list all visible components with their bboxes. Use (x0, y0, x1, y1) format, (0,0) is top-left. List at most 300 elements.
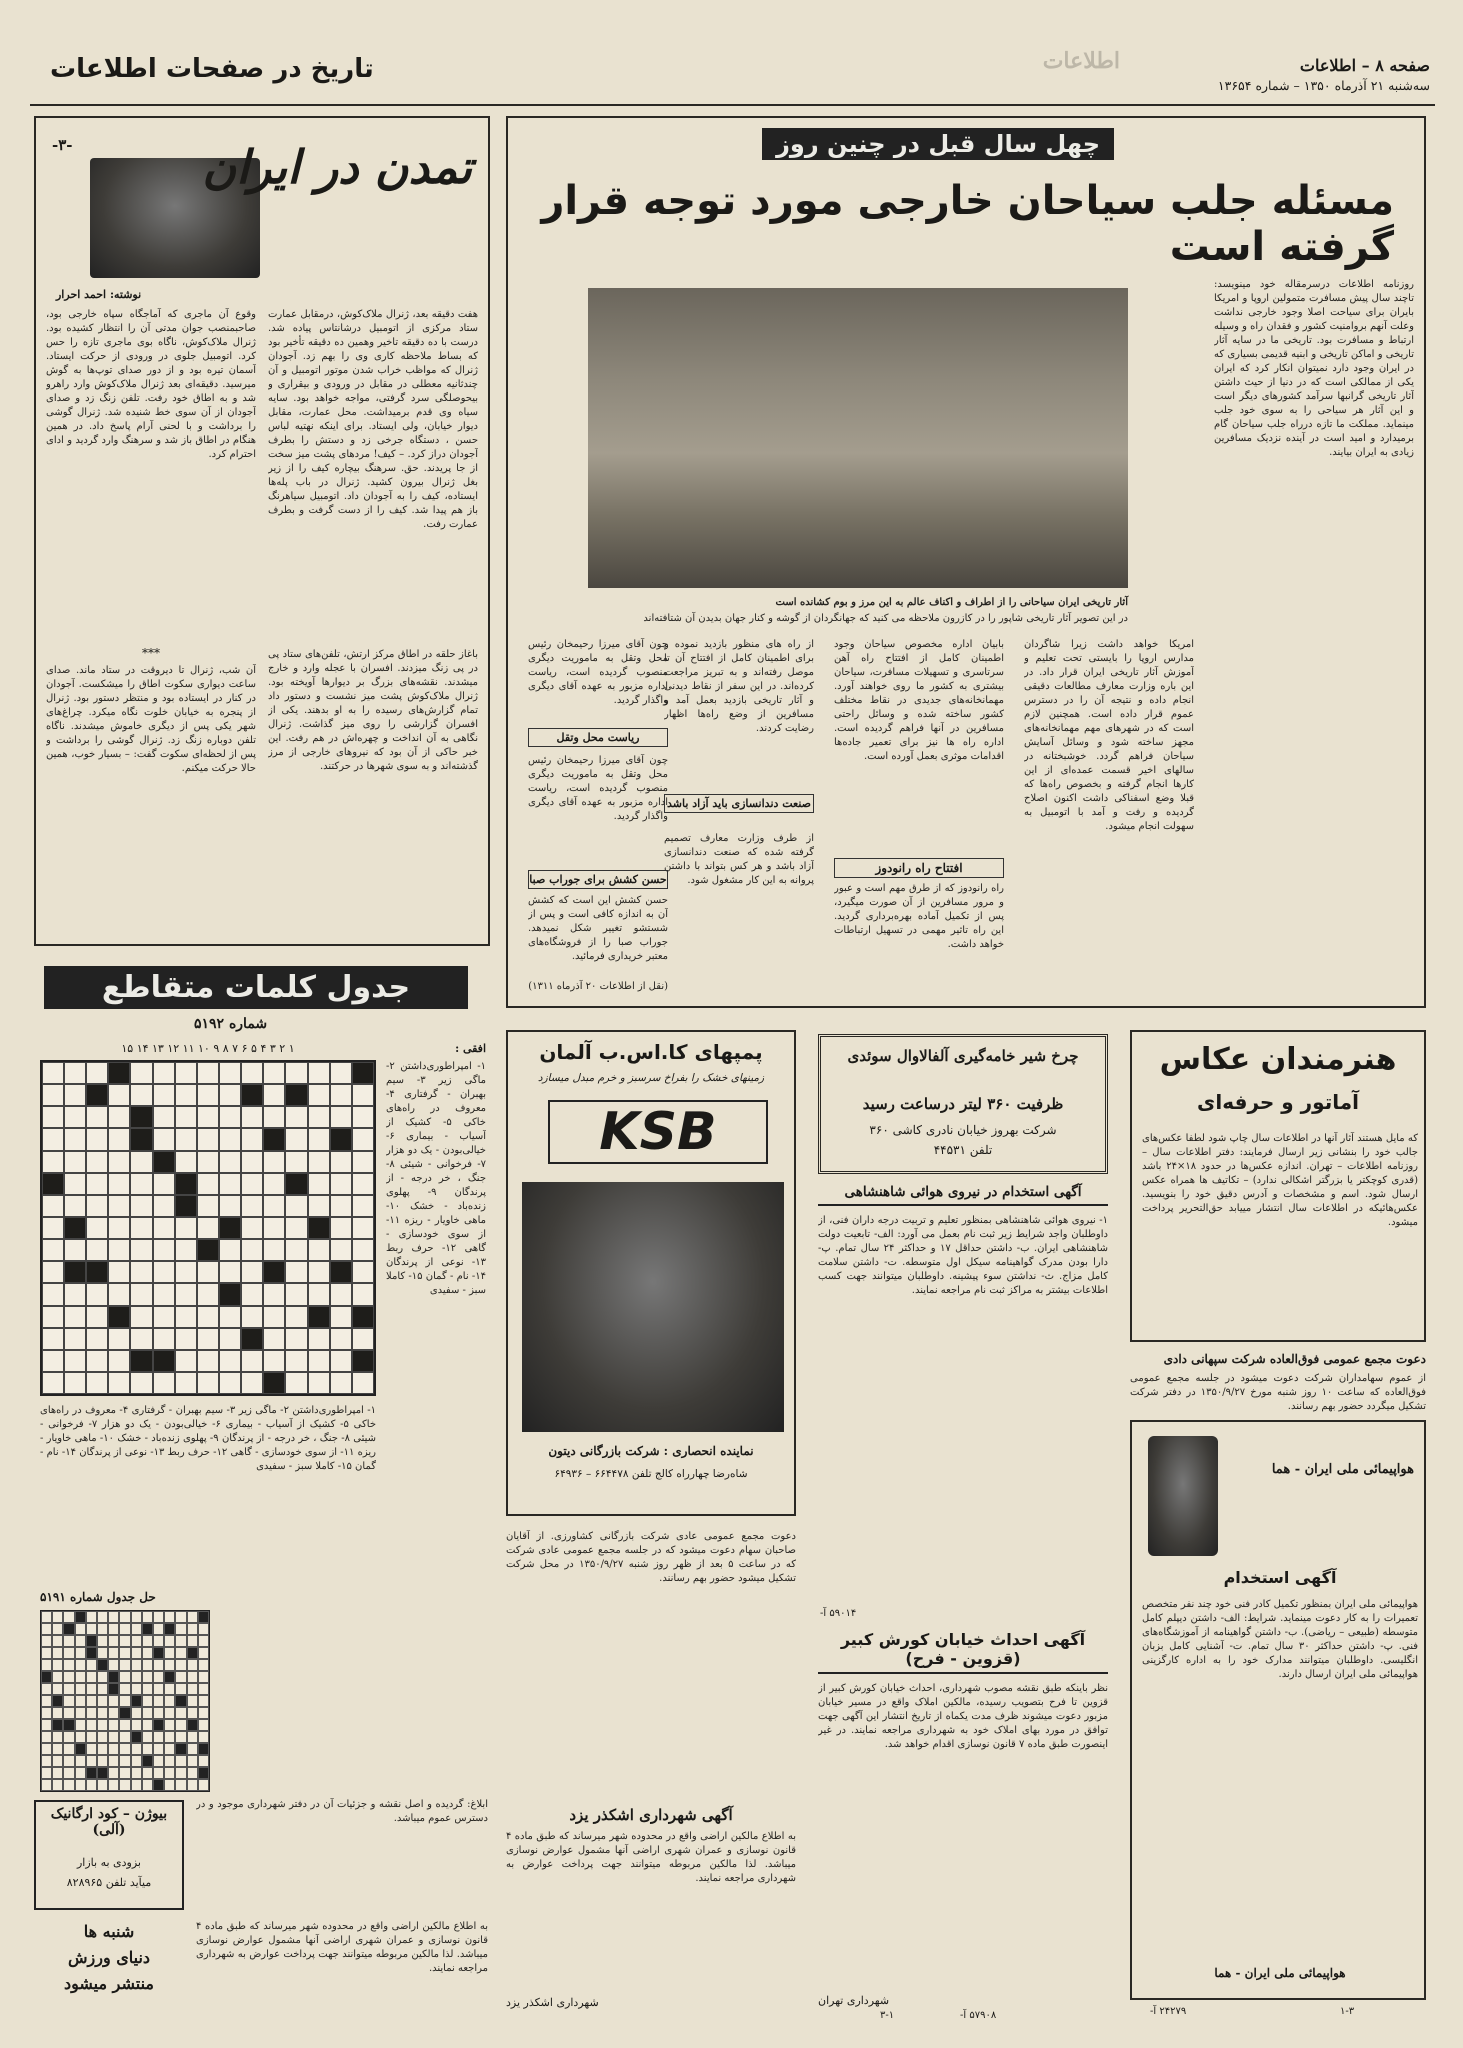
crossword-cell[interactable] (308, 1151, 330, 1173)
crossword-cell[interactable] (64, 1173, 86, 1195)
crossword-cell[interactable] (219, 1350, 241, 1372)
crossword-cell (41, 1755, 52, 1767)
crossword-cell[interactable] (42, 1151, 64, 1173)
crossword-cell[interactable] (352, 1062, 374, 1084)
crossword-cell[interactable] (175, 1217, 197, 1239)
crossword-cell[interactable] (175, 1128, 197, 1150)
crossword-cell[interactable] (330, 1195, 352, 1217)
crossword-cell (52, 1647, 63, 1659)
crossword-cell[interactable] (330, 1151, 352, 1173)
feature-left-col: از راه های منظور بازدید نموده و برای اطمینان کامل از افتتاح آن تا موصل رفته‌اند و به تبریز مراجعت کرده‌اند. در این سفر از نقاط دیدنی و آثار تاریخی بازدید بعمل آمد و مسافرین از وضع راه‌ها اظهار رضایت کردند. (664, 639, 814, 734)
crossword-cell[interactable] (153, 1372, 175, 1394)
crossword-cell[interactable] (64, 1372, 86, 1394)
crossword-cell[interactable] (197, 1217, 219, 1239)
crossword-cell (108, 1743, 119, 1755)
crossword-cell[interactable] (130, 1151, 152, 1173)
crossword-cell[interactable] (108, 1350, 130, 1372)
crossword-cell[interactable] (153, 1062, 175, 1084)
crossword-cell[interactable] (352, 1195, 374, 1217)
crossword-cell[interactable] (86, 1106, 108, 1128)
crossword-cell[interactable] (153, 1151, 175, 1173)
crossword-cell (142, 1755, 153, 1767)
crossword-cell[interactable] (285, 1195, 307, 1217)
crossword-cell[interactable] (285, 1128, 307, 1150)
crossword-cell[interactable] (263, 1372, 285, 1394)
crossword-cell (75, 1755, 86, 1767)
crossword-cell[interactable] (285, 1328, 307, 1350)
fertilizer-ad (34, 1800, 184, 1910)
crossword-cell[interactable] (263, 1084, 285, 1106)
crossword-cell[interactable] (352, 1128, 374, 1150)
crossword-cell[interactable] (263, 1306, 285, 1328)
crossword-cell[interactable] (64, 1195, 86, 1217)
crossword-cell[interactable] (86, 1350, 108, 1372)
crossword-cell[interactable] (330, 1261, 352, 1283)
section-title: تاریخ در صفحات اطلاعات (50, 54, 374, 84)
crossword-cell[interactable] (308, 1239, 330, 1261)
crossword-cell[interactable] (263, 1173, 285, 1195)
crossword-cell[interactable] (153, 1328, 175, 1350)
crossword-cell[interactable] (86, 1239, 108, 1261)
faded-stamp: اطلاعات (1042, 48, 1120, 74)
crossword-cell[interactable] (219, 1217, 241, 1239)
crossword-cell[interactable] (263, 1283, 285, 1305)
crossword-cell (198, 1635, 209, 1647)
crossword-cell[interactable] (308, 1372, 330, 1394)
crossword-cell[interactable] (285, 1239, 307, 1261)
crossword-cell[interactable] (352, 1372, 374, 1394)
crossword-cell[interactable] (219, 1372, 241, 1394)
crossword-cell[interactable] (153, 1128, 175, 1150)
crossword-cell[interactable] (42, 1372, 64, 1394)
crossword-cell[interactable] (108, 1151, 130, 1173)
crossword-cell (108, 1611, 119, 1623)
crossword-cell (75, 1719, 86, 1731)
crossword-cell[interactable] (285, 1261, 307, 1283)
crossword-cell[interactable] (64, 1239, 86, 1261)
crossword-cell (131, 1731, 142, 1743)
crossword-cell[interactable] (330, 1350, 352, 1372)
crossword-cell[interactable] (308, 1195, 330, 1217)
crossword-cell[interactable] (197, 1239, 219, 1261)
crossword-cell[interactable] (64, 1261, 86, 1283)
crossword-cell[interactable] (108, 1195, 130, 1217)
crossword-cell[interactable] (308, 1283, 330, 1305)
serial-author: نوشته: احمد احرار (56, 288, 142, 301)
crossword-cell[interactable] (42, 1106, 64, 1128)
crossword-cell (97, 1707, 108, 1719)
crossword-cell[interactable] (175, 1239, 197, 1261)
crossword-cell[interactable] (241, 1173, 263, 1195)
crossword-cell[interactable] (130, 1173, 152, 1195)
crossword-cell[interactable] (308, 1350, 330, 1372)
crossword-cell[interactable] (285, 1084, 307, 1106)
crossword-cell[interactable] (352, 1173, 374, 1195)
crossword-cell[interactable] (241, 1128, 263, 1150)
crossword-cell (75, 1731, 86, 1743)
crossword-cell[interactable] (86, 1328, 108, 1350)
crossword-cell[interactable] (263, 1261, 285, 1283)
crossword-cell[interactable] (197, 1328, 219, 1350)
crossword-cell (108, 1635, 119, 1647)
crossword-cell[interactable] (153, 1217, 175, 1239)
ad-code-6: ۱-۳ (1340, 2006, 1355, 2017)
crossword-grid[interactable] (40, 1060, 376, 1396)
crossword-cell[interactable] (308, 1217, 330, 1239)
crossword-cell (41, 1683, 52, 1695)
crossword-cell[interactable] (219, 1328, 241, 1350)
crossword-cell (131, 1623, 142, 1635)
separator-ad (818, 1034, 1108, 1174)
crossword-cell[interactable] (108, 1084, 130, 1106)
crossword-cell[interactable] (197, 1350, 219, 1372)
crossword-cell[interactable] (263, 1350, 285, 1372)
crossword-cell[interactable] (219, 1062, 241, 1084)
crossword-cell[interactable] (130, 1062, 152, 1084)
crossword-cell[interactable] (42, 1328, 64, 1350)
crossword-cell[interactable] (108, 1328, 130, 1350)
crossword-cell (175, 1647, 186, 1659)
crossword-cell[interactable] (285, 1062, 307, 1084)
crossword-cell[interactable] (263, 1239, 285, 1261)
crossword-cell[interactable] (352, 1151, 374, 1173)
crossword-cell[interactable] (86, 1084, 108, 1106)
crossword-cell[interactable] (130, 1217, 152, 1239)
crossword-cell[interactable] (64, 1306, 86, 1328)
crossword-cell[interactable] (42, 1283, 64, 1305)
crossword-cell[interactable] (352, 1106, 374, 1128)
crossword-cell[interactable] (285, 1173, 307, 1195)
crossword-cell[interactable] (175, 1062, 197, 1084)
crossword-cell[interactable] (197, 1062, 219, 1084)
crossword-cell[interactable] (263, 1195, 285, 1217)
crossword-cell[interactable] (197, 1195, 219, 1217)
crossword-cell[interactable] (153, 1350, 175, 1372)
crossword-cell[interactable] (64, 1151, 86, 1173)
crossword-cell (187, 1755, 198, 1767)
crossword-cell[interactable] (241, 1151, 263, 1173)
crossword-cell (63, 1707, 74, 1719)
crossword-cell[interactable] (330, 1283, 352, 1305)
airforce-title: آگهی استخدام در نیروی هوائی شاهنشاهی (818, 1184, 1108, 1206)
crossword-cell[interactable] (308, 1106, 330, 1128)
crossword-cell[interactable] (241, 1261, 263, 1283)
crossword-cell[interactable] (108, 1283, 130, 1305)
crossword-cell[interactable] (263, 1151, 285, 1173)
crossword-cell[interactable] (175, 1350, 197, 1372)
crossword-cell[interactable] (153, 1084, 175, 1106)
crossword-cell (164, 1731, 175, 1743)
crossword-cell (52, 1695, 63, 1707)
crossword-cell[interactable] (241, 1239, 263, 1261)
crossword-cell[interactable] (308, 1173, 330, 1195)
crossword-cell[interactable] (64, 1084, 86, 1106)
crossword-cell[interactable] (42, 1239, 64, 1261)
crossword-cell[interactable] (263, 1217, 285, 1239)
crossword-cell[interactable] (263, 1062, 285, 1084)
crossword-cell[interactable] (153, 1306, 175, 1328)
crossword-cell[interactable] (108, 1261, 130, 1283)
crossword-cell[interactable] (241, 1084, 263, 1106)
crossword-cell (97, 1779, 108, 1791)
sports-line-1: شنبه ها (83, 1922, 135, 1941)
crossword-cell[interactable] (330, 1372, 352, 1394)
crossword-cell (142, 1743, 153, 1755)
crossword-cell[interactable] (263, 1106, 285, 1128)
crossword-cell[interactable] (64, 1128, 86, 1150)
crossword-section (34, 960, 490, 1760)
crossword-cell (52, 1767, 63, 1779)
crossword-cell[interactable] (308, 1062, 330, 1084)
crossword-cell[interactable] (330, 1128, 352, 1150)
crossword-cell[interactable] (64, 1328, 86, 1350)
crossword-cell[interactable] (108, 1372, 130, 1394)
crossword-cell[interactable] (175, 1173, 197, 1195)
crossword-cell[interactable] (285, 1306, 307, 1328)
crossword-cell[interactable] (175, 1306, 197, 1328)
crossword-cell[interactable] (352, 1328, 374, 1350)
crossword-cell[interactable] (219, 1239, 241, 1261)
crossword-cell[interactable] (108, 1106, 130, 1128)
crossword-cell[interactable] (330, 1062, 352, 1084)
crossword-cell[interactable] (108, 1173, 130, 1195)
crossword-cell[interactable] (153, 1239, 175, 1261)
crossword-cell[interactable] (197, 1106, 219, 1128)
crossword-cell[interactable] (130, 1106, 152, 1128)
crossword-cell[interactable] (64, 1217, 86, 1239)
crossword-cell[interactable] (308, 1328, 330, 1350)
crossword-cell[interactable] (330, 1239, 352, 1261)
crossword-cell[interactable] (64, 1106, 86, 1128)
crossword-cell[interactable] (42, 1173, 64, 1195)
crossword-cell (52, 1671, 63, 1683)
crossword-cell[interactable] (219, 1195, 241, 1217)
subhead-stocking: حسن کشش برای جوراب صبا (528, 870, 668, 889)
crossword-cell[interactable] (352, 1217, 374, 1239)
crossword-cell[interactable] (86, 1217, 108, 1239)
homa-subtitle: آگهی استخدام (1223, 1568, 1337, 1587)
crossword-cell (198, 1707, 209, 1719)
crossword-cell[interactable] (241, 1372, 263, 1394)
crossword-cell (63, 1683, 74, 1695)
crossword-cell[interactable] (130, 1306, 152, 1328)
crossword-cell (97, 1767, 108, 1779)
crossword-cell (97, 1719, 108, 1731)
crossword-cell (75, 1671, 86, 1683)
crossword-cell[interactable] (330, 1306, 352, 1328)
crossword-cell[interactable] (197, 1283, 219, 1305)
crossword-cell[interactable] (42, 1062, 64, 1084)
crossword-cell[interactable] (64, 1350, 86, 1372)
crossword-cell[interactable] (219, 1151, 241, 1173)
crossword-cell[interactable] (308, 1306, 330, 1328)
crossword-cell (97, 1731, 108, 1743)
crossword-cell[interactable] (153, 1261, 175, 1283)
crossword-cell (131, 1707, 142, 1719)
crossword-cell[interactable] (153, 1106, 175, 1128)
crossword-cell[interactable] (352, 1239, 374, 1261)
crossword-cell[interactable] (86, 1128, 108, 1150)
bottom-notice-1: ابلاغ: گردیده و اصل نقشه و جزئیات آن در دفتر شهرداری موجود و در دسترس عموم میباشد. (196, 1799, 488, 1824)
crossword-cell[interactable] (308, 1084, 330, 1106)
crossword-cell[interactable] (130, 1372, 152, 1394)
crossword-cell (97, 1635, 108, 1647)
crossword-cell (187, 1623, 198, 1635)
crossword-cell[interactable] (175, 1283, 197, 1305)
crossword-cell[interactable] (241, 1106, 263, 1128)
crossword-cell[interactable] (241, 1306, 263, 1328)
crossword-cell (164, 1623, 175, 1635)
homa-logo (1148, 1436, 1218, 1556)
crossword-cell[interactable] (352, 1261, 374, 1283)
crossword-cell[interactable] (352, 1350, 374, 1372)
road-text: راه رانودوز که از طرق مهم است و عبور و مرور مسافرین از آن صورت میگیرد، پس از تکمیل آماده بهره‌برداری گردید. این راه تاثیر مهمی در تسهیل ارتباطات خواهد داشت. (834, 883, 1004, 950)
crossword-cell[interactable] (153, 1283, 175, 1305)
crossword-cell[interactable] (241, 1217, 263, 1239)
crossword-cell[interactable] (175, 1151, 197, 1173)
crossword-cell[interactable] (285, 1372, 307, 1394)
crossword-cell[interactable] (108, 1239, 130, 1261)
crossword-cell[interactable] (153, 1173, 175, 1195)
crossword-cell[interactable] (42, 1128, 64, 1150)
crossword-cell (63, 1671, 74, 1683)
crossword-cell[interactable] (219, 1173, 241, 1195)
crossword-cell[interactable] (108, 1062, 130, 1084)
crossword-cell[interactable] (42, 1084, 64, 1106)
crossword-cell[interactable] (241, 1350, 263, 1372)
crossword-cell[interactable] (352, 1283, 374, 1305)
crossword-cell (142, 1731, 153, 1743)
crossword-cell[interactable] (197, 1372, 219, 1394)
crossword-cell[interactable] (330, 1106, 352, 1128)
crossword-cell[interactable] (285, 1151, 307, 1173)
ksb-slogan: زمینهای خشک را بفراخ سرسبز و خرم مبدل میسازد (537, 1072, 765, 1084)
crossword-cell[interactable] (241, 1195, 263, 1217)
crossword-cell[interactable] (175, 1261, 197, 1283)
crossword-cell (164, 1755, 175, 1767)
crossword-cell[interactable] (330, 1217, 352, 1239)
crossword-cell (52, 1611, 63, 1623)
crossword-cell[interactable] (219, 1128, 241, 1150)
crossword-cell[interactable] (219, 1084, 241, 1106)
crossword-cell (187, 1707, 198, 1719)
crossword-cell[interactable] (130, 1128, 152, 1150)
crossword-cell (175, 1695, 186, 1707)
crossword-cell[interactable] (197, 1173, 219, 1195)
crossword-cell[interactable] (42, 1195, 64, 1217)
crossword-cell[interactable] (108, 1128, 130, 1150)
crossword-cell[interactable] (86, 1062, 108, 1084)
crossword-cell[interactable] (42, 1217, 64, 1239)
crossword-cell[interactable] (285, 1217, 307, 1239)
crossword-cell[interactable] (86, 1372, 108, 1394)
crossword-cell[interactable] (108, 1217, 130, 1239)
crossword-cell (153, 1647, 164, 1659)
crossword-cell[interactable] (86, 1173, 108, 1195)
crossword-cell[interactable] (86, 1283, 108, 1305)
crossword-cell[interactable] (130, 1283, 152, 1305)
crossword-cell[interactable] (175, 1195, 197, 1217)
crossword-cell[interactable] (197, 1128, 219, 1150)
crossword-cell[interactable] (175, 1328, 197, 1350)
crossword-cell (175, 1659, 186, 1671)
crossword-cell[interactable] (219, 1306, 241, 1328)
crossword-cell[interactable] (64, 1283, 86, 1305)
crossword-cell[interactable] (219, 1283, 241, 1305)
crossword-cell (175, 1671, 186, 1683)
crossword-cell[interactable] (330, 1084, 352, 1106)
crossword-cell[interactable] (219, 1106, 241, 1128)
crossword-cell (153, 1695, 164, 1707)
crossword-cell[interactable] (130, 1239, 152, 1261)
photographer-text: که مایل هستند آثار آنها در اطلاعات سال چاپ شود لطفا عکس‌های جالب خود را بنشانی زیر ارسال فرمایند: دفتر اطلاعات سال – روزنامه اطلاعات – تهران. اندازه عکس‌ها در حدود ۱۸×۲۴ باشد (قدری کوچکتر یا بزرگتر اشکالی ندارد) – تکاتیف ها همراه عکس ارسال شود. اسم و مشخصات و آدرس دقیق خود را بنویسید. عکس‌هائیکه در اطلاعات سال انتشار مییابد حق‌التحریر پرداخت میشود. (1142, 1133, 1418, 1228)
crossword-cell (119, 1683, 130, 1695)
crossword-cell[interactable] (175, 1106, 197, 1128)
crossword-cell[interactable] (352, 1306, 374, 1328)
homa-ad (1130, 1420, 1426, 2000)
crossword-cell[interactable] (175, 1084, 197, 1106)
crossword-cell (97, 1659, 108, 1671)
crossword-cell[interactable] (263, 1128, 285, 1150)
ksb-title: پمپهای کا.اس.ب آلمان (539, 1040, 763, 1064)
crossword-cell[interactable] (197, 1084, 219, 1106)
crossword-cell[interactable] (86, 1151, 108, 1173)
crossword-cell[interactable] (330, 1328, 352, 1350)
crossword-cell[interactable] (197, 1151, 219, 1173)
crossword-cell[interactable] (86, 1195, 108, 1217)
crossword-cell[interactable] (263, 1328, 285, 1350)
crossword-cell[interactable] (175, 1372, 197, 1394)
crossword-cell (52, 1659, 63, 1671)
crossword-cell (63, 1611, 74, 1623)
crossword-cell (75, 1767, 86, 1779)
crossword-cell[interactable] (42, 1350, 64, 1372)
company-meeting-title: دعوت مجمع عمومی فوق‌العاده شرکت سپهانی دادی (1163, 1352, 1426, 1366)
crossword-cell[interactable] (285, 1106, 307, 1128)
crossword-cell (164, 1779, 175, 1791)
crossword-cell[interactable] (197, 1261, 219, 1283)
crossword-cell[interactable] (153, 1195, 175, 1217)
crossword-cell[interactable] (42, 1306, 64, 1328)
fertilizer-sub: بزودی به بازار (77, 1856, 141, 1869)
crossword-cell[interactable] (130, 1350, 152, 1372)
crossword-cell (41, 1719, 52, 1731)
crossword-cell[interactable] (241, 1328, 263, 1350)
crossword-cell[interactable] (86, 1261, 108, 1283)
crossword-cell[interactable] (108, 1306, 130, 1328)
crossword-cell[interactable] (219, 1261, 241, 1283)
crossword-cell (52, 1707, 63, 1719)
crossword-cell (153, 1611, 164, 1623)
crossword-cell[interactable] (330, 1173, 352, 1195)
crossword-cell[interactable] (308, 1261, 330, 1283)
crossword-cell[interactable] (86, 1306, 108, 1328)
crossword-cell[interactable] (285, 1350, 307, 1372)
crossword-cell[interactable] (64, 1062, 86, 1084)
crossword-cell[interactable] (241, 1283, 263, 1305)
crossword-cell[interactable] (241, 1062, 263, 1084)
crossword-cell[interactable] (130, 1195, 152, 1217)
crossword-cell[interactable] (130, 1261, 152, 1283)
crossword-cell[interactable] (352, 1084, 374, 1106)
crossword-cell[interactable] (130, 1328, 152, 1350)
crossword-cell[interactable] (42, 1261, 64, 1283)
crossword-cell[interactable] (130, 1084, 152, 1106)
crossword-cell[interactable] (285, 1283, 307, 1305)
crossword-cell (108, 1671, 119, 1683)
crossword-cell[interactable] (308, 1128, 330, 1150)
crossword-cell[interactable] (197, 1306, 219, 1328)
